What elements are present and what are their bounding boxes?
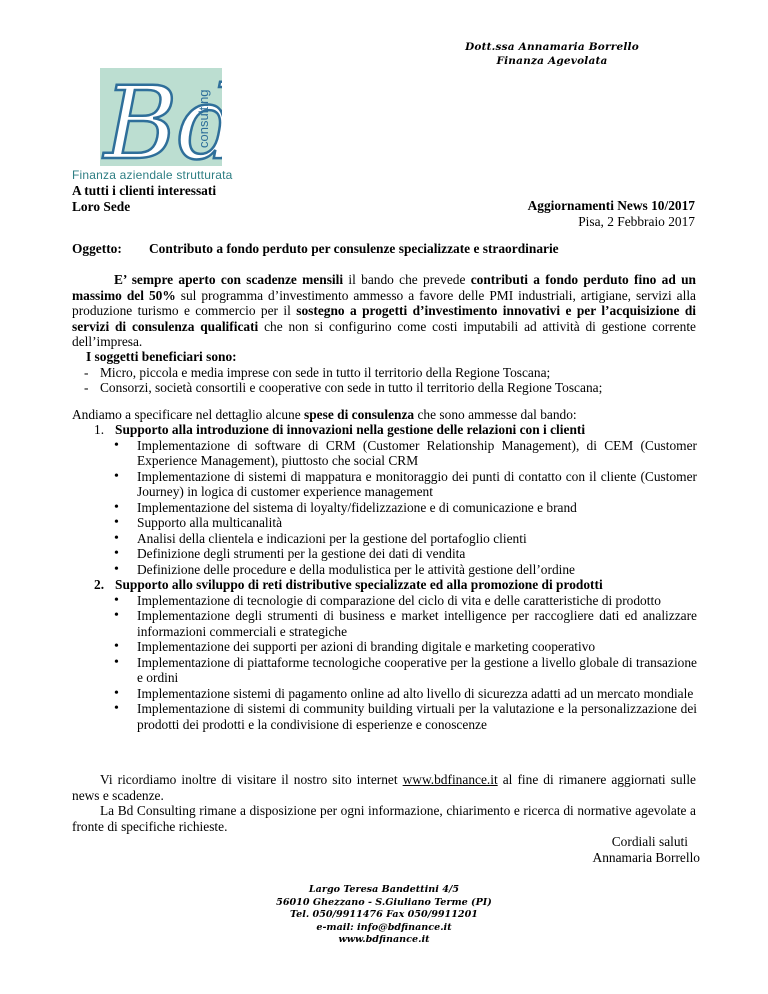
company-logo (100, 68, 222, 166)
footer-phone: Tel. 050/9911476 Fax 050/9911201 (290, 909, 478, 921)
letterhead (436, 40, 668, 68)
news-block (470, 198, 695, 229)
logo-word: consulting (196, 89, 211, 148)
intro-bold-1: E’ sempre aperto con scadenze mensili (114, 272, 344, 287)
spese-text-1: Andiamo a specificare nel dettaglio alcune (72, 407, 305, 422)
recipient-line2: Loro Sede (72, 198, 131, 214)
list-item: • Analisi della clientela e indicazioni per la gestione del portafoglio clienti (114, 531, 697, 547)
spese-intro (72, 407, 702, 423)
logo-letters: B (104, 68, 178, 166)
closing-paragraph-1 (72, 772, 696, 803)
intro-bold-3: sostegno a progetti d’investimento innovativi e per l’acquisizione di servizi di consulenza qualificati (72, 303, 696, 334)
list-item: • Implementazione di software di CRM (Customer Relationship Management), di CEM (Customer Experience Management), piuttosto che social CRM (114, 438, 697, 469)
signature-block (500, 834, 700, 865)
list-item: • Implementazione di sistemi di mappatura e monitoraggio dei punti di contatto con il cliente (Customer Journey) in logica di customer experience management (114, 469, 697, 500)
header-subtitle: Finanza Agevolata (496, 55, 608, 67)
section-2-items (114, 593, 697, 733)
closing-paragraph-2: La Bd Consulting rimane a disposizione per ogni informazione, chiarimento e ricerca di normative agevolate a fronte di specifiche richieste. (72, 803, 696, 834)
footer-address: Largo Teresa Bandettini 4/5 (308, 884, 460, 895)
section-title: Supporto allo sviluppo di reti distributive specializzate ed alla promozione di prodotti (115, 577, 603, 592)
closing-text-2: al fine di rimanere aggiornati sulle news e scadenze. (72, 772, 696, 803)
section-number: 1. (94, 422, 105, 437)
spese-bold: spese di consulenza (304, 407, 415, 422)
website-link[interactable]: www.bdfinance.it (402, 772, 498, 787)
closing-saluti: Cordiali saluti (611, 834, 688, 849)
list-item: • Implementazione sistemi di pagamento online ad alto livello di sicurezza adatti ad un mercato mondiale (114, 686, 697, 702)
recipient-line1: A tutti i clienti interessati (72, 183, 217, 198)
header-name: Dott.ssa Annamaria Borrello (465, 41, 639, 53)
subject-label: Oggetto: (72, 241, 122, 256)
intro-bold-2: contributi a fondo perduto fino ad un massimo del 50% (72, 272, 696, 303)
list-item: • Implementazione di piattaforme tecnologiche cooperative per la gestione a livello globale di transazione e ordini (114, 655, 697, 686)
beneficiari-title: I soggetti beneficiari sono: (86, 349, 237, 364)
list-item: • Definizione degli strumenti per la gestione dei dati di vendita (114, 546, 697, 562)
footer (220, 884, 548, 947)
list-item: - Consorzi, società consortili e cooperative con sede in tutto il territorio della Regione Toscana; (72, 380, 698, 396)
beneficiari-block (86, 349, 698, 396)
beneficiari-list (72, 365, 698, 396)
subject-text: Contributo a fondo perduto per consulenze specializzate e straordinarie (149, 241, 559, 256)
section-title: Supporto alla introduzione di innovazioni nella gestione delle relazioni con i clienti (115, 422, 586, 437)
intro-text-3: che non si configurino come costi imputabili ad attività di gestione corrente dell’impresa. (72, 318, 696, 349)
list-item: • Implementazione dei supporti per azioni di branding digitale e marketing cooperativo (114, 639, 697, 655)
spese-text-2: che sono ammesse dal bando: (414, 407, 577, 422)
footer-city: 56010 Ghezzano - S.Giuliano Terme (PI) (276, 896, 492, 908)
logo-graphic (100, 68, 222, 166)
list-item: • Implementazione del sistema di loyalty/fidelizzazione e di comunicazione e brand (114, 500, 697, 516)
signature-name: Annamaria Borrello (592, 849, 700, 865)
list-item: • Implementazione degli strumenti di business e market intelligence per raccogliere dati ed analizzare informazioni commerciali e strategiche (114, 608, 697, 639)
list-item: - Micro, piccola e media imprese con sede in tutto il territorio della Regione Toscana; (72, 365, 698, 381)
intro-text-2: sul programma d’investimento ammesso a favore delle PMI industriali, artigiane, servizi alla produzione turismo e commercio per il (72, 287, 696, 318)
subject-line (72, 241, 702, 257)
footer-email: e-mail: info@bdfinance.it (316, 921, 452, 933)
list-item: • Definizione delle procedure e della modulistica per le attività gestione dell’ordine (114, 562, 697, 578)
recipient-block (72, 183, 216, 214)
sections-list (0, 422, 697, 732)
section-2 (0, 577, 697, 732)
section-1 (0, 422, 697, 577)
list-item: • Implementazione di tecnologie di comparazione del ciclo di vita e delle caratteristiche di prodotto (114, 593, 697, 609)
section-1-items (114, 438, 697, 578)
intro-paragraph (72, 272, 696, 350)
news-date: Pisa, 2 Febbraio 2017 (578, 213, 695, 229)
list-item: • Implementazione di sistemi di community building virtuali per la valutazione e la personalizzazione dei prodotti dei prodotti e la condivisione di esperienze e conoscenze (114, 701, 697, 732)
section-number: 2. (94, 577, 105, 592)
news-title: Aggiornamenti News 10/2017 (527, 198, 695, 213)
list-item: • Supporto alla multicanalità (114, 515, 697, 531)
footer-web: www.bdfinance.it (338, 934, 430, 946)
closing-text-1: Vi ricordiamo inoltre di visitare il nostro sito internet (100, 772, 403, 787)
intro-text-1: il bando che prevede (343, 272, 471, 287)
logo-caption: Finanza aziendale strutturata (72, 168, 233, 182)
